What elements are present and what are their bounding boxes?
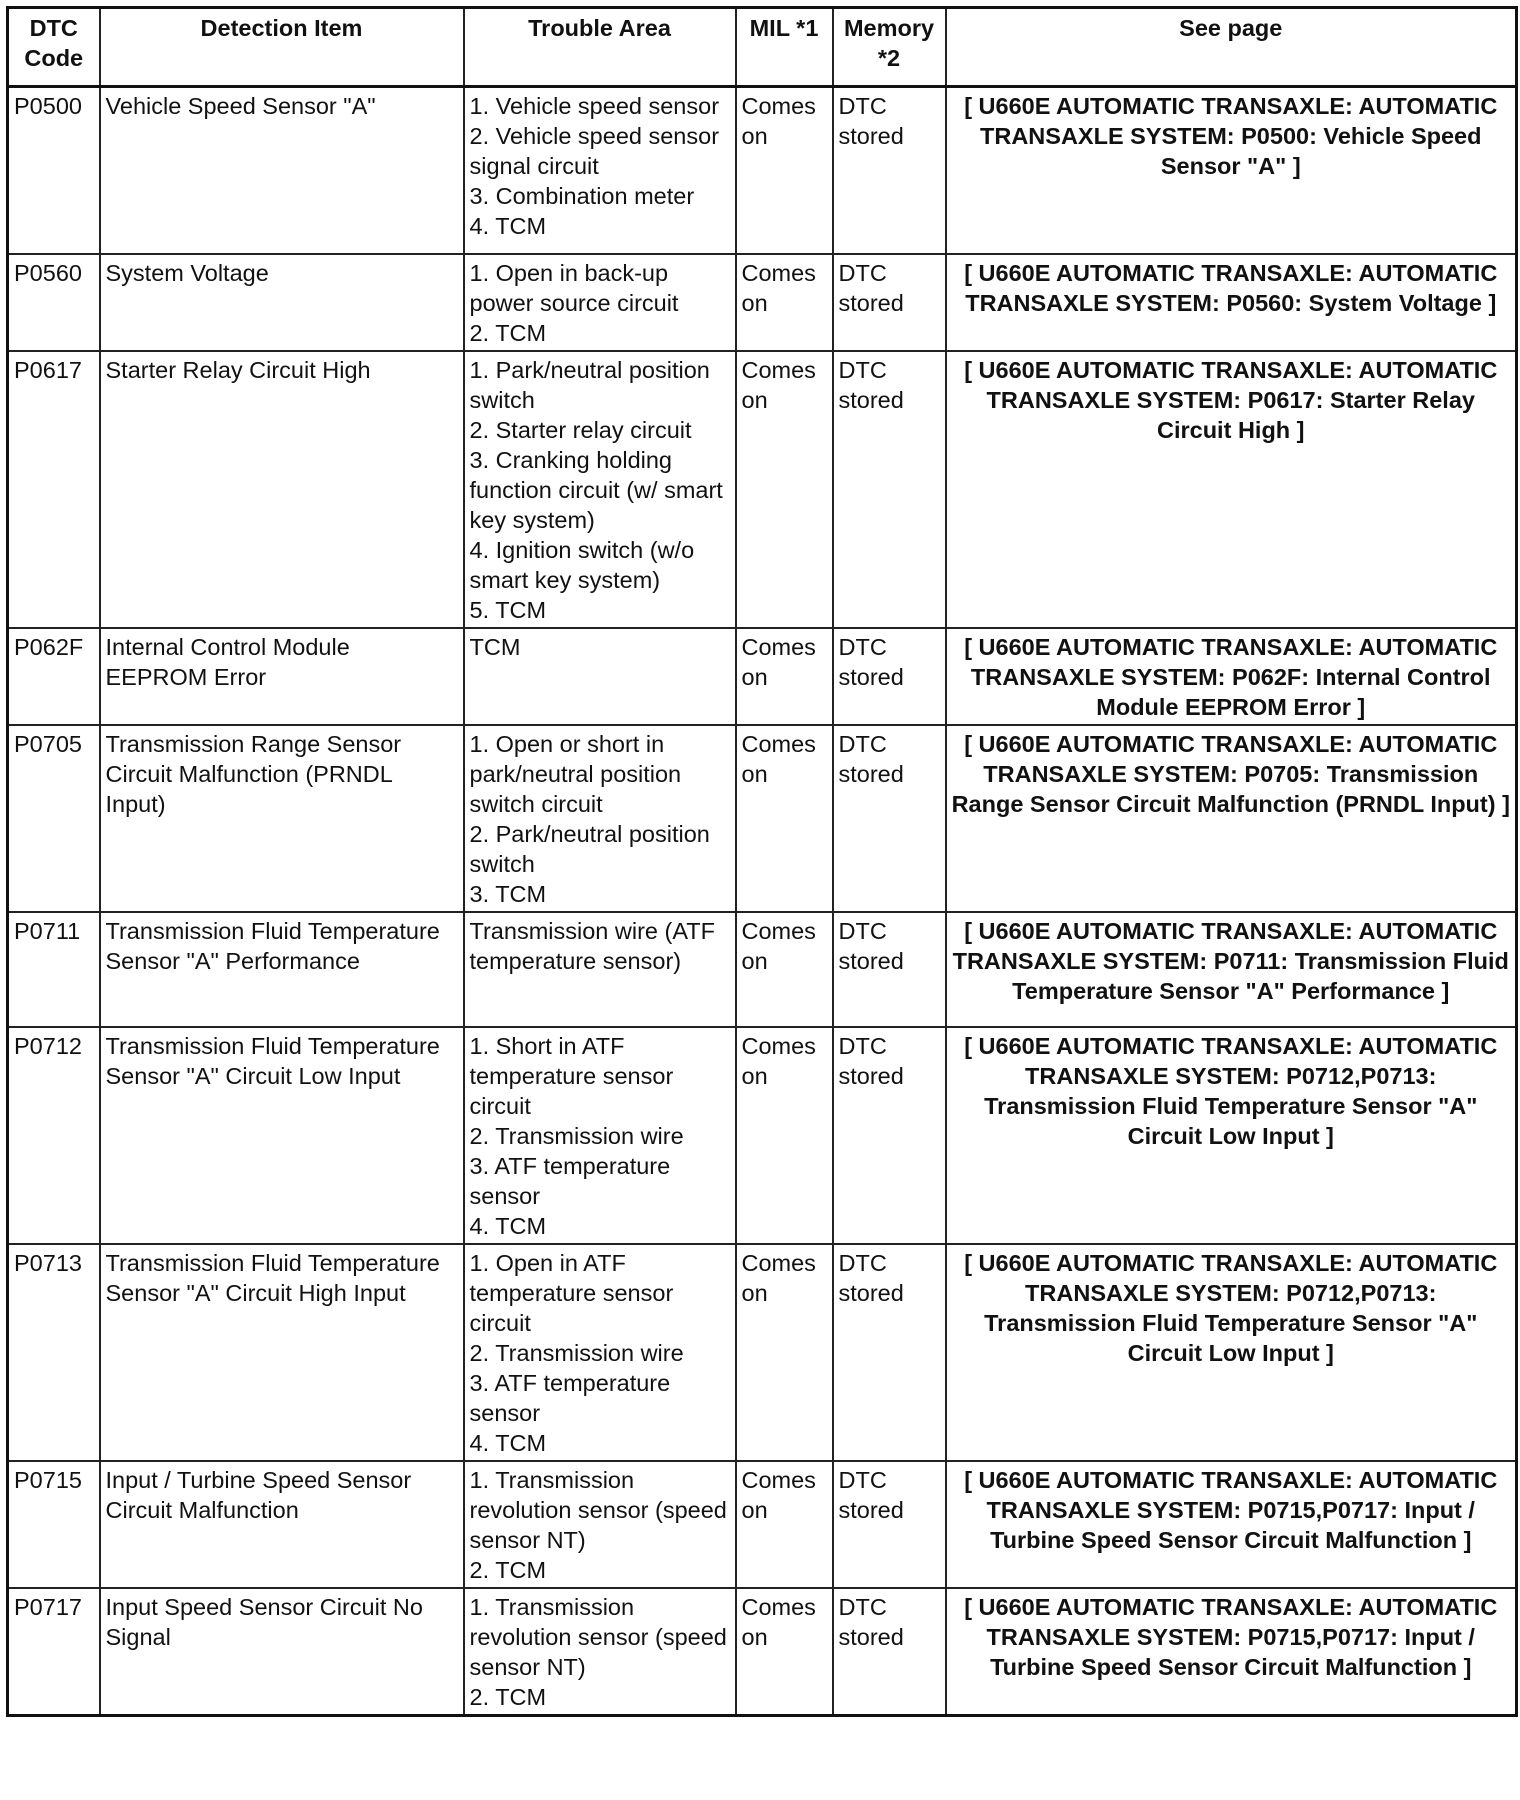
memory-cell: DTC stored [833, 1461, 946, 1588]
detection-item-cell: Vehicle Speed Sensor "A" [100, 87, 464, 254]
trouble-area-line: 1. Park/neutral position switch [469, 356, 710, 413]
table-row [8, 254, 1517, 351]
header-detection-item: Detection Item [100, 8, 464, 87]
memory-cell: DTC stored [833, 254, 946, 351]
mil-cell: Comes on [736, 912, 833, 1027]
trouble-area-cell [464, 87, 736, 254]
table-row [8, 1244, 1517, 1461]
mil-cell: Comes on [736, 1244, 833, 1461]
trouble-area-line: 3. ATF temperature sensor [469, 1152, 671, 1209]
table-row [8, 912, 1517, 1027]
table-row [8, 1027, 1517, 1244]
dtc-code-cell: P062F [8, 628, 100, 725]
header-mil: MIL *1 [736, 8, 833, 87]
table-row [8, 628, 1517, 725]
table-row [8, 351, 1517, 628]
see-page-link: [ U660E AUTOMATIC TRANSAXLE: AUTOMATIC TRANSAXLE SYSTEM: P0712,P0713: Transmission Fluid Temperature Sensor "A" Circuit Low Input ] [946, 1244, 1517, 1461]
dtc-code-cell: P0712 [8, 1027, 100, 1244]
mil-cell: Comes on [736, 725, 833, 912]
memory-cell: DTC stored [833, 912, 946, 1027]
trouble-area-line: 4. TCM [469, 1429, 547, 1456]
mil-cell: Comes on [736, 1461, 833, 1588]
table-row [8, 725, 1517, 912]
dtc-code-cell: P0500 [8, 87, 100, 254]
see-page-link: [ U660E AUTOMATIC TRANSAXLE: AUTOMATIC TRANSAXLE SYSTEM: P0560: System Voltage ] [946, 254, 1517, 351]
trouble-area-cell [464, 254, 736, 351]
dtc-code-cell: P0617 [8, 351, 100, 628]
see-page-link: [ U660E AUTOMATIC TRANSAXLE: AUTOMATIC TRANSAXLE SYSTEM: P0500: Vehicle Speed Sensor "A" ] [946, 87, 1517, 254]
trouble-area-line: 1. Open in back-up power source circuit [469, 259, 679, 316]
trouble-area-line: Transmission wire (ATF temperature sensor) [469, 917, 715, 974]
trouble-area-line: 2. Transmission wire [469, 1339, 684, 1366]
trouble-area-cell [464, 725, 736, 912]
mil-cell: Comes on [736, 254, 833, 351]
trouble-area-line: 4. TCM [469, 1212, 547, 1239]
trouble-area-line: 2. TCM [469, 1683, 547, 1710]
memory-cell: DTC stored [833, 1244, 946, 1461]
table-body [8, 87, 1517, 1716]
mil-cell: Comes on [736, 351, 833, 628]
trouble-area-line: 2. Vehicle speed sensor signal circuit [469, 123, 720, 179]
detection-item-cell: Input / Turbine Speed Sensor Circuit Malfunction [100, 1461, 464, 1588]
detection-item-cell: Internal Control Module EEPROM Error [100, 628, 464, 725]
trouble-area-line: TCM [469, 633, 521, 660]
trouble-area-line: 1. Transmission revolution sensor (speed sensor NT) [469, 1466, 727, 1553]
detection-item-cell: Transmission Range Sensor Circuit Malfunction (PRNDL Input) [100, 725, 464, 912]
mil-cell: Comes on [736, 1027, 833, 1244]
detection-item-cell: Starter Relay Circuit High [100, 351, 464, 628]
table-row [8, 87, 1517, 254]
memory-cell: DTC stored [833, 351, 946, 628]
memory-cell: DTC stored [833, 725, 946, 912]
memory-cell: DTC stored [833, 1588, 946, 1716]
trouble-area-line: 3. ATF temperature sensor [469, 1369, 671, 1426]
dtc-code-cell: P0705 [8, 725, 100, 912]
dtc-code-cell: P0715 [8, 1461, 100, 1588]
see-page-link: [ U660E AUTOMATIC TRANSAXLE: AUTOMATIC TRANSAXLE SYSTEM: P0712,P0713: Transmission Fluid Temperature Sensor "A" Circuit Low Input ] [946, 1027, 1517, 1244]
memory-cell: DTC stored [833, 1027, 946, 1244]
header-see-page: See page [946, 8, 1517, 87]
dtc-code-cell: P0717 [8, 1588, 100, 1716]
see-page-link: [ U660E AUTOMATIC TRANSAXLE: AUTOMATIC TRANSAXLE SYSTEM: P0715,P0717: Input / Turbine Speed Sensor Circuit Malfunction ] [946, 1588, 1517, 1716]
trouble-area-cell [464, 1244, 736, 1461]
trouble-area-cell [464, 628, 736, 725]
see-page-link: [ U660E AUTOMATIC TRANSAXLE: AUTOMATIC TRANSAXLE SYSTEM: P0617: Starter Relay Circuit High ] [946, 351, 1517, 628]
trouble-area-line: 2. TCM [469, 1556, 547, 1583]
trouble-area-line: 3. Cranking holding function circuit (w/ smart key system) [469, 446, 723, 533]
see-page-link: [ U660E AUTOMATIC TRANSAXLE: AUTOMATIC TRANSAXLE SYSTEM: P0705: Transmission Range Sensor Circuit Malfunction (PRNDL Input) ] [946, 725, 1517, 912]
dtc-table [6, 6, 1518, 1717]
header-memory: Memory *2 [833, 8, 946, 87]
trouble-area-line: 2. Park/neutral position switch [469, 820, 710, 877]
table-row [8, 1588, 1517, 1716]
trouble-area-line: 1. Open or short in park/neutral position switch circuit [469, 730, 682, 817]
trouble-area-line: 4. Ignition switch (w/o smart key system) [469, 536, 695, 593]
see-page-link: [ U660E AUTOMATIC TRANSAXLE: AUTOMATIC TRANSAXLE SYSTEM: P0711: Transmission Fluid Temperature Sensor "A" Performance ] [946, 912, 1517, 1027]
trouble-area-line: 3. TCM [469, 880, 547, 907]
trouble-area-line: 2. Starter relay circuit [469, 416, 692, 443]
trouble-area-line: 2. TCM [469, 319, 547, 346]
mil-cell: Comes on [736, 628, 833, 725]
detection-item-cell: Input Speed Sensor Circuit No Signal [100, 1588, 464, 1716]
trouble-area-cell [464, 1027, 736, 1244]
trouble-area-cell [464, 1588, 736, 1716]
dtc-code-cell: P0713 [8, 1244, 100, 1461]
trouble-area-cell [464, 912, 736, 1027]
see-page-link: [ U660E AUTOMATIC TRANSAXLE: AUTOMATIC TRANSAXLE SYSTEM: P0715,P0717: Input / Turbine Speed Sensor Circuit Malfunction ] [946, 1461, 1517, 1588]
detection-item-cell: Transmission Fluid Temperature Sensor "A" Performance [100, 912, 464, 1027]
trouble-area-line: 2. Transmission wire [469, 1122, 684, 1149]
detection-item-cell: Transmission Fluid Temperature Sensor "A" Circuit High Input [100, 1244, 464, 1461]
mil-cell: Comes on [736, 87, 833, 254]
trouble-area-line: 3. Combination meter [469, 183, 695, 209]
trouble-area-cell [464, 1461, 736, 1588]
memory-cell: DTC stored [833, 628, 946, 725]
table-row [8, 1461, 1517, 1588]
trouble-area-line: 5. TCM [469, 596, 547, 623]
mil-cell: Comes on [736, 1588, 833, 1716]
dtc-code-cell: P0560 [8, 254, 100, 351]
header-trouble-area: Trouble Area [464, 8, 736, 87]
trouble-area-cell [464, 351, 736, 628]
trouble-area-line: 1. Vehicle speed sensor [469, 93, 720, 119]
detection-item-cell: Transmission Fluid Temperature Sensor "A" Circuit Low Input [100, 1027, 464, 1244]
see-page-link: [ U660E AUTOMATIC TRANSAXLE: AUTOMATIC TRANSAXLE SYSTEM: P062F: Internal Control Module EEPROM Error ] [946, 628, 1517, 725]
memory-cell: DTC stored [833, 87, 946, 254]
table-header [8, 8, 1517, 87]
header-row [8, 8, 1517, 87]
header-dtc-code: DTC Code [8, 8, 100, 87]
detection-item-cell: System Voltage [100, 254, 464, 351]
trouble-area-line: 1. Open in ATF temperature sensor circuit [469, 1249, 674, 1336]
dtc-code-cell: P0711 [8, 912, 100, 1027]
trouble-area-line: 1. Transmission revolution sensor (speed sensor NT) [469, 1593, 727, 1680]
trouble-area-line: 4. TCM [469, 213, 547, 239]
trouble-area-line: 1. Short in ATF temperature sensor circuit [469, 1032, 674, 1119]
